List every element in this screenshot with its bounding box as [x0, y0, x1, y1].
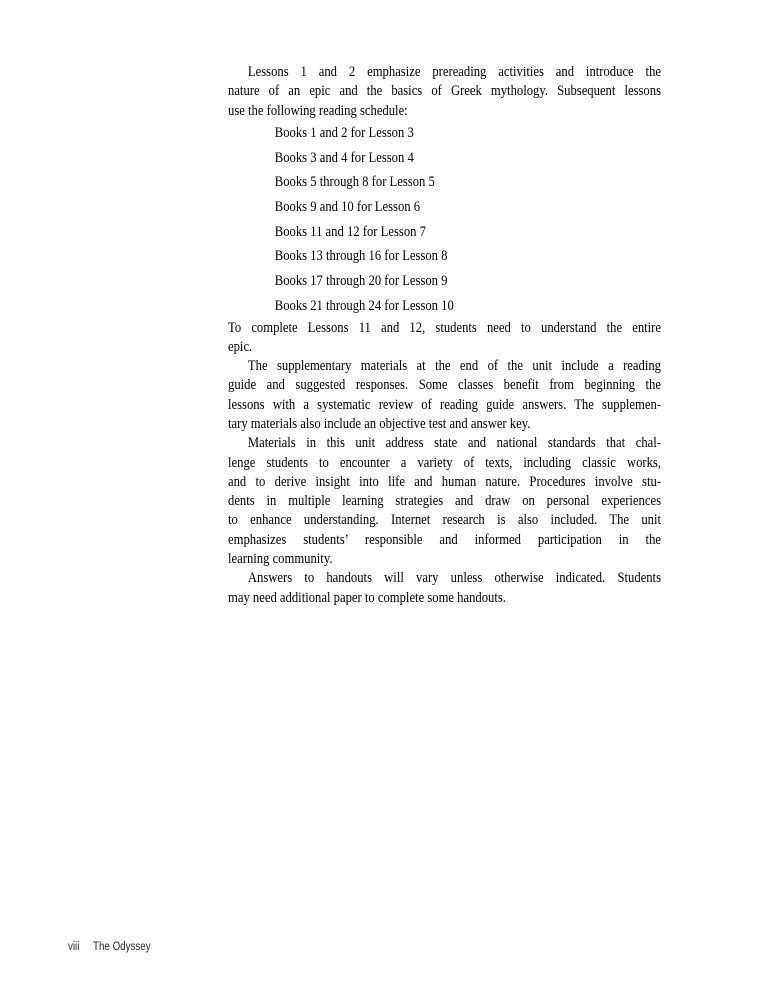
paragraph-line: Materials in this unit address state and national standards that chal-	[247, 435, 661, 452]
paragraph-line: Answers to handouts will vary unless otherwise indicated. Students	[247, 570, 661, 587]
paragraph-line: learning community.	[228, 551, 333, 568]
paragraph-line: lessons with a systematic review of reading guide answers. The supplemen-	[228, 396, 661, 413]
paragraph-line: lenge students to encounter a variety of texts, including classic works,	[228, 454, 661, 471]
after-schedule-paragraph	[228, 319, 661, 358]
book-title: The Odyssey	[93, 941, 151, 953]
reading-schedule-item: Books 11 and 12 for Lesson 7	[274, 223, 426, 240]
reading-schedule-item: Books 1 and 2 for Lesson 3	[274, 124, 414, 141]
paragraph-line: dents in multiple learning strategies and draw on personal experiences	[228, 493, 661, 510]
paragraph-line: The supplementary materials at the end of the unit include a reading	[247, 358, 661, 375]
paragraph-line: may need additional paper to complete some handouts.	[228, 589, 506, 606]
intro-paragraph	[228, 63, 661, 121]
paragraph-line: epic.	[228, 338, 253, 355]
paragraph-line: to enhance understanding. Internet research is also included. The unit	[228, 512, 661, 529]
paragraph-line: Lessons 1 and 2 emphasize prereading activities and introduce the	[247, 64, 661, 80]
paragraph-line: guide and suggested responses. Some classes benefit from beginning the	[228, 377, 661, 394]
paragraph-line: and to derive insight into life and human nature. Procedures involve stu-	[228, 473, 661, 490]
reading-schedule-item: Books 13 through 16 for Lesson 8	[274, 248, 448, 265]
reading-schedule-item: Books 5 through 8 for Lesson 5	[274, 174, 435, 191]
standards-paragraph	[228, 434, 661, 569]
reading-schedule-item: Books 9 and 10 for Lesson 6	[274, 199, 421, 215]
paragraph-line: nature of an epic and the basics of Greek mythology. Subsequent lessons	[228, 83, 661, 100]
page-footer	[68, 940, 151, 954]
page-number: viii	[68, 941, 80, 953]
reading-schedule-item: Books 3 and 4 for Lesson 4	[274, 149, 414, 166]
body-text-column	[228, 63, 661, 608]
paragraph-line: use the following reading schedule:	[228, 102, 408, 119]
answers-paragraph	[228, 569, 661, 608]
paragraph-line: To complete Lessons 11 and 12, students need to understand the entire	[228, 319, 661, 336]
supplementary-paragraph	[228, 357, 661, 434]
reading-schedule-list	[228, 121, 661, 319]
paragraph-line: tary materials also include an objective test and answer key.	[228, 416, 531, 432]
paragraph-line: emphasizes students’ responsible and informed participation in the	[228, 531, 661, 548]
reading-schedule-item: Books 17 through 20 for Lesson 9	[274, 273, 448, 290]
reading-schedule-item: Books 21 through 24 for Lesson 10	[274, 297, 454, 314]
